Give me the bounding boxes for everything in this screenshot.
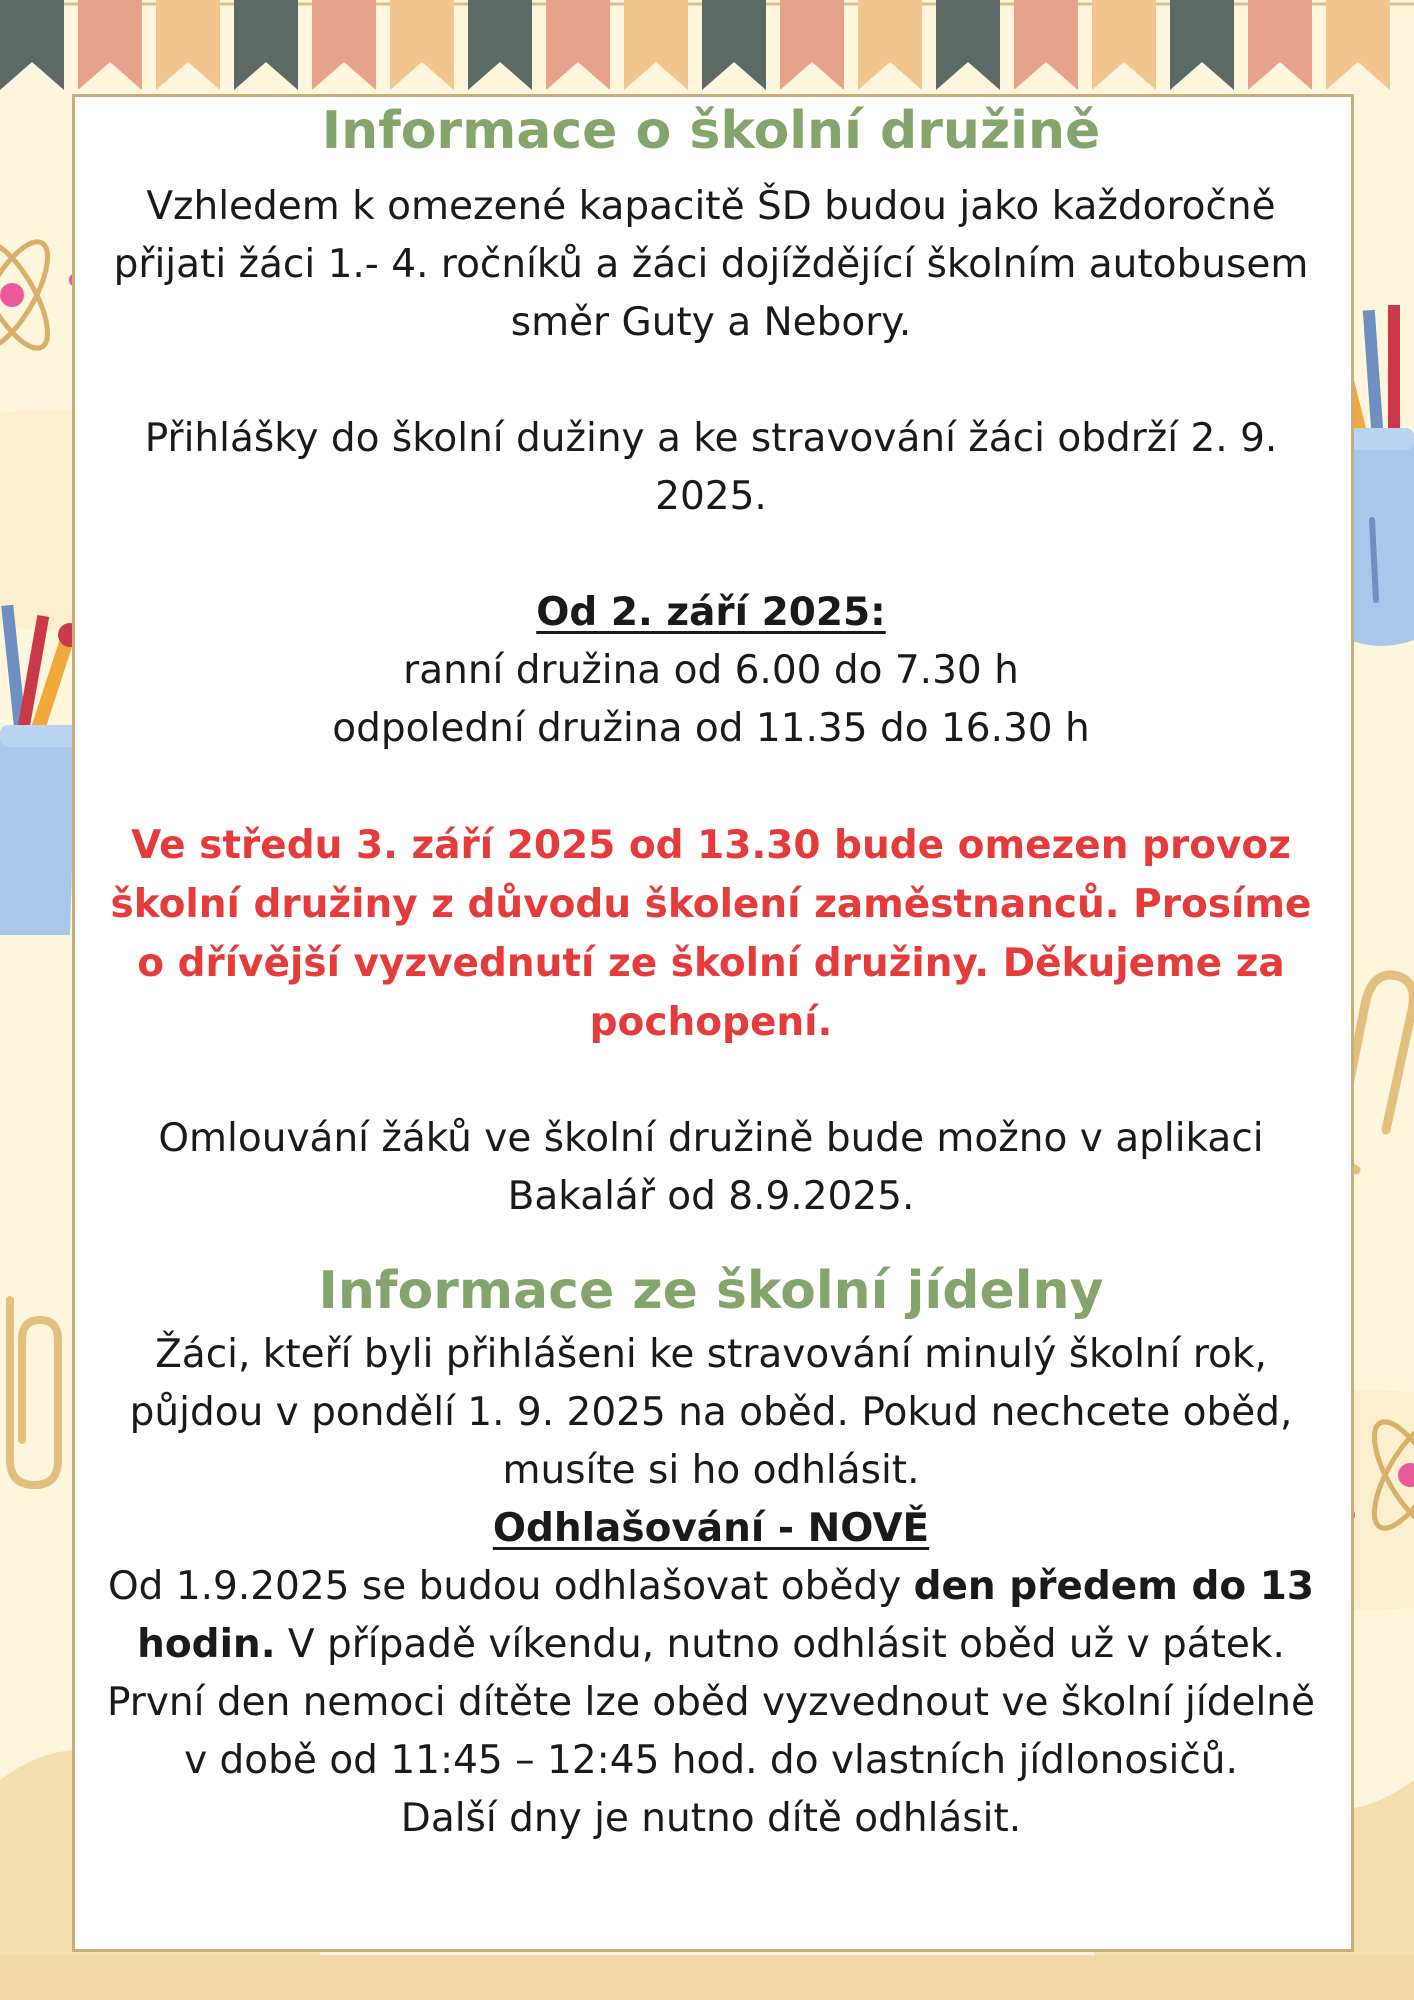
- next-days-text: Další dny je nutno dítě odhlásit.: [400, 1796, 1022, 1841]
- rule-suffix: V případě víkendu, nutno odhlásit oběd už v pátek.: [275, 1622, 1285, 1667]
- druzina-title: Informace o školní družině: [321, 101, 1101, 161]
- odhlasovani-rule: [96, 1558, 1326, 1674]
- sick-day-text: První den nemoci dítěte lze oběd vyzvednout ve školní jídelně v době od 11:45 – 12:45 hod. do vlastních jídlonosičů.: [106, 1680, 1316, 1783]
- pencil-cup-icon: [0, 585, 80, 935]
- bunting-decoration: [0, 0, 1414, 100]
- odhlasovani-heading: Odhlašování - NOVĚ: [492, 1506, 930, 1551]
- jidelna-title: Informace ze školní jídelny: [318, 1261, 1104, 1321]
- excuse-text: Omlouvání žáků ve školní družině bude možno v aplikaci Bakalář od 8.9.2025.: [158, 1116, 1264, 1219]
- schedule-heading: Od 2. září 2025:: [536, 590, 886, 635]
- rule-deadline: den předem do 13 hodin.: [137, 1564, 1315, 1667]
- content-area: [96, 96, 1326, 1848]
- lunch-intro: Žáci, kteří byli přihlášeni ke stravování minulý školní rok, půjdou v pondělí 1. 9. 2025 na oběd. Pokud nechcete oběd, musíte si ho odhlásit.: [129, 1332, 1293, 1493]
- afternoon-hours: odpolední družina od 11.35 do 16.30 h: [332, 706, 1090, 751]
- closure-notice: Ve středu 3. září 2025 od 13.30 bude omezen provoz školní družiny z důvodu školení zaměstnanců. Prosíme o dřívější vyzvednutí ze školní družiny. Děkujeme za pochopení.: [110, 823, 1312, 1045]
- paperclip-icon: [0, 1290, 70, 1490]
- rule-prefix: Od 1.9.2025 se budou odhlašovat obědy: [107, 1564, 914, 1609]
- applications-text: Přihlášky do školní dužiny a ke stravování žáci obdrží 2. 9. 2025.: [144, 416, 1278, 519]
- capacity-text: Vzhledem k omezené kapacitě ŠD budou jako každoročně přijati žáci 1.- 4. ročníků a žáci dojíždějící školním autobusem směr Guty a Nebory.: [113, 184, 1309, 345]
- morning-hours: ranní družina od 6.00 do 7.30 h: [403, 648, 1019, 693]
